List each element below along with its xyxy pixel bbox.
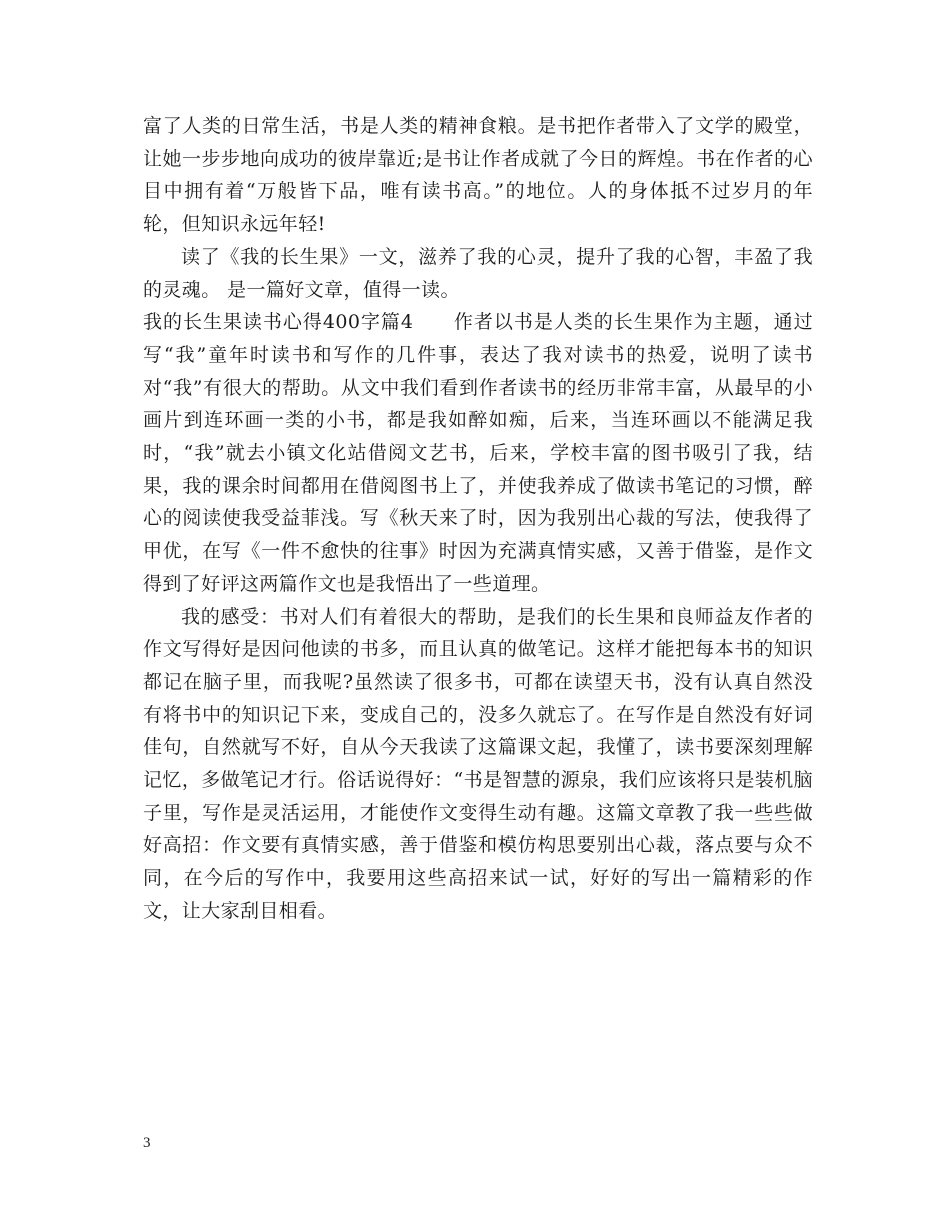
paragraph-essay-4: 我的长生果读书心得400字篇4 作者以书是人类的长生果作为主题，通过写“我”童年时读书和写作的几件事，表达了我对读书的热爱，说明了读书对“我”有很大的帮助。从文中我们看到作者读书的经历非常丰富，从最早的小画片到连环画一类的小书，都是我如醉如痴，后来，当连环画以不能满足我时，“我”就去小镇文化站借阅文艺书，后来，学校丰富的图书吸引了我，结果，我的课余时间都用在借阅图书上了，并使我养成了做读书笔记的习惯，醉心的阅读使我受益菲浅。写《秋天来了时，因为我别出心裁的写法，使我得了甲优，在写《一件不愈快的往事》时因为充满真情实感，又善于借鉴，是作文得到了好评这两篇作文也是我悟出了一些道理。 [143,311,813,595]
body-text [143,110,813,928]
paragraph-feelings: 我的感受：书对人们有着很大的帮助，是我们的长生果和良师益友作者的作文写得好是因问他读的书多，而且认真的做笔记。这样才能把每本书的知识都记在脑子里，而我呢?虽然读了很多书，可都在读望天书，没有认真自然没有将书中的知识记下来，变成自己的，没多久就忘了。在写作是自然没有好词佳句，自然就写不好，自从今天我读了这篇课文起，我懂了，读书要深刻理解记忆，多做笔记才行。俗话说得好：“书是智慧的源泉，我们应该将只是装机脑子里，写作是灵活运用，才能使作文变得生动有趣。这篇文章教了我一些些做好高招：作文要有真情实感，善于借鉴和模仿构思要别出心裁，落点要与众不同，在今后的写作中，我要用这些高招来试一试，好好的写出一篇精彩的作文，让大家刮目相看。 [143,605,813,922]
paragraph-continuation: 富了人类的日常生活，书是人类的精神食粮。是书把作者带入了文学的殿堂，让她一步步地向成功的彼岸靠近;是书让作者成就了今日的辉煌。书在作者的心目中拥有着“万般皆下品，唯有读书高。”的地位。人的身体抵不过岁月的年轮，但知识永远年轻! [143,115,813,236]
page-number: 3 [143,1135,151,1151]
paragraph-reading-note: 读了《我的长生果》一文，滋养了我的心灵，提升了我的心智，丰盈了我的灵魂。 是一篇好文章，值得一读。 [143,245,813,301]
